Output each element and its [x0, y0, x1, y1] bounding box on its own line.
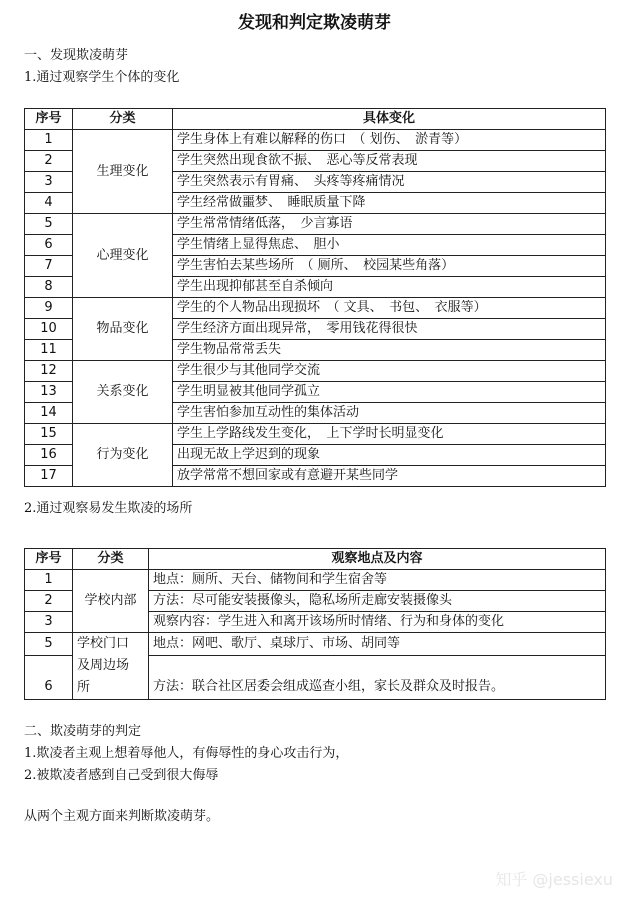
row-description: 学生情绪上显得焦虑、 胆小: [173, 235, 606, 256]
row-description: 方法：尽可能安装摄像头，隐私场所走廊安装摄像头: [149, 591, 606, 612]
row-number: 12: [25, 361, 73, 382]
row-description: 出现无故上学迟到的现象: [173, 445, 606, 466]
row-description: 学生明显被其他同学孤立: [173, 382, 606, 403]
page-title: 发现和判定欺凌萌芽: [238, 13, 391, 33]
row-number: 1: [25, 570, 73, 591]
row-description: 学生出现抑郁甚至自杀倾向: [173, 277, 606, 298]
places-table: [24, 548, 606, 700]
row-number: 15: [25, 424, 73, 445]
row-number: 11: [25, 340, 73, 361]
section-heading-judge: 二、欺凌萌芽的判定: [24, 724, 142, 739]
row-description: 学生常常情绪低落， 少言寡语: [173, 214, 606, 235]
row-description: 地点：厕所、天台、储物间和学生宿舍等: [149, 570, 606, 591]
row-number: 9: [25, 298, 73, 319]
table-row: [25, 130, 606, 151]
category-line: 所: [77, 680, 91, 695]
category-line: 学校门口: [77, 636, 130, 651]
header-number: 序号: [25, 109, 73, 130]
row-number: 10: [25, 319, 73, 340]
table-row: [25, 214, 606, 235]
row-description: 学生的个人物品出现损坏 （ 文具、 书包、 衣服等）: [173, 298, 606, 319]
table-row: [25, 570, 606, 591]
row-number: 8: [25, 277, 73, 298]
row-description: 学生突然表示有胃痛、 头疼等疼痛情况: [173, 172, 606, 193]
row-description: 观察内容：学生进入和离开该场所时情绪、行为和身体的变化: [149, 612, 606, 633]
section-heading-discover: 一、发现欺凌萌芽: [24, 48, 129, 63]
table-row: [25, 424, 606, 445]
row-description: 学生经济方面出现异常， 零用钱花得很快: [173, 319, 606, 340]
table-row: [25, 633, 606, 656]
watermark: 知乎 @jessiexu: [495, 870, 613, 889]
row-number: 4: [25, 193, 73, 214]
row-description: 学生物品常常丢失: [173, 340, 606, 361]
table-row: [25, 361, 606, 382]
category-line: 及周边场: [77, 658, 130, 673]
row-number: 1: [25, 130, 73, 151]
row-number: 7: [25, 256, 73, 277]
row-category: 关系变化: [73, 361, 173, 424]
row-description: 学生上学路线发生变化， 上下学时长明显变化: [173, 424, 606, 445]
header-category: 分类: [73, 549, 149, 570]
row-description: 学生身体上有难以解释的伤口 （ 划伤、 淤青等）: [173, 130, 606, 151]
row-category: 物品变化: [73, 298, 173, 361]
row-number: 3: [25, 612, 73, 633]
judge-criterion-2: 2.被欺凌者感到自己受到很大侮辱: [24, 768, 219, 783]
row-number: 6: [25, 655, 73, 699]
row-description: 学生很少与其他同学交流: [173, 361, 606, 382]
header-number: 序号: [25, 549, 73, 570]
table-row: [25, 298, 606, 319]
header-category: 分类: [73, 109, 173, 130]
row-description: 地点：网吧、歌厅、桌球厅、市场、胡同等: [149, 633, 606, 656]
row-description: 学生害怕去某些场所 （ 厕所、 校园某些角落）: [173, 256, 606, 277]
row-category: 生理变化: [73, 130, 173, 214]
row-number: 13: [25, 382, 73, 403]
row-number: 2: [25, 591, 73, 612]
conclusion-text: 从两个主观方面来判断欺凌萌芽。: [24, 809, 220, 824]
subheading-individual: 1.通过观察学生个体的变化: [24, 70, 180, 85]
row-category: [73, 633, 149, 700]
row-number: 2: [25, 151, 73, 172]
row-number: 5: [25, 214, 73, 235]
row-description: 学生突然出现食欲不振、 恶心等反常表现: [173, 151, 606, 172]
row-number: 17: [25, 466, 73, 487]
row-description: 学生经常做噩梦、 睡眠质量下降: [173, 193, 606, 214]
row-description: 放学常常不想回家或有意避开某些同学: [173, 466, 606, 487]
row-description: 学生害怕参加互动性的集体活动: [173, 403, 606, 424]
row-number: 14: [25, 403, 73, 424]
row-category: 行为变化: [73, 424, 173, 487]
subheading-places: 2.通过观察易发生欺凌的场所: [24, 501, 193, 516]
judge-criterion-1: 1.欺凌者主观上想着辱他人，有侮辱性的身心攻击行为，: [24, 746, 349, 761]
individual-changes-table: [24, 108, 606, 487]
row-category: 心理变化: [73, 214, 173, 298]
row-number: 5: [25, 633, 73, 656]
row-number: 16: [25, 445, 73, 466]
row-description: 方法：联合社区居委会组成巡查小组，家长及群众及时报告。: [149, 655, 606, 699]
header-change: 具体变化: [173, 109, 606, 130]
header-observe: 观察地点及内容: [149, 549, 606, 570]
row-number: 3: [25, 172, 73, 193]
row-number: 6: [25, 235, 73, 256]
row-category: 学校内部: [73, 570, 149, 633]
